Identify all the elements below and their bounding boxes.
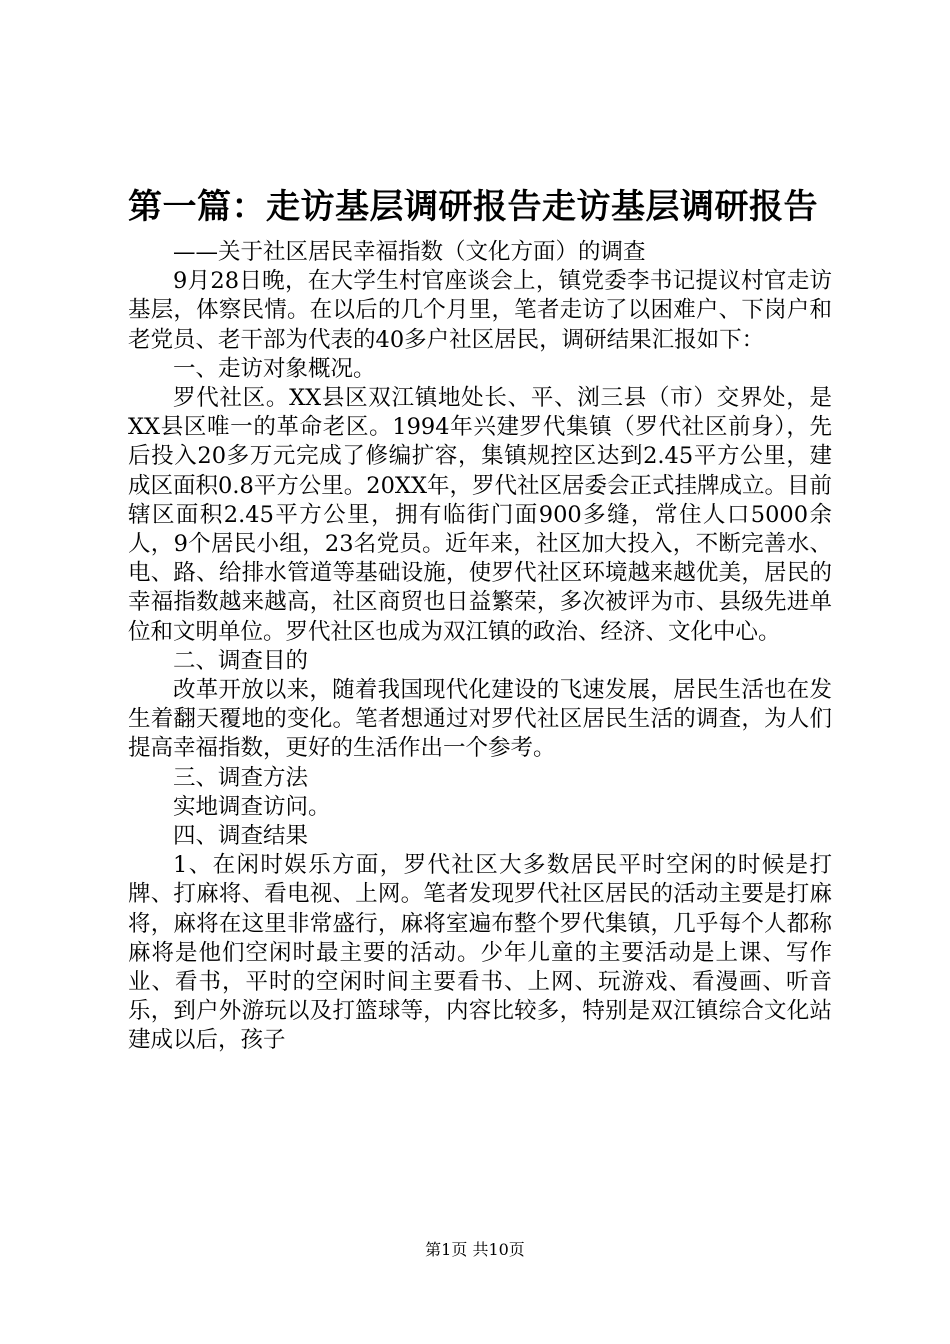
paragraph-intro: 9月28日晚，在大学生村官座谈会上，镇党委李书记提议村官走访基层，体察民情。在以后的几个月里，笔者走访了以困难户、下岗户和老党员、老干部为代表的40多户社区居民，调研结果汇报如下： — [128, 268, 832, 353]
paragraph-results-leisure: 1、在闲时娱乐方面，罗代社区大多数居民平时空闲的时候是打牌、打麻将、看电视、上网。笔者发现罗代社区居民的活动主要是打麻将，麻将在这里非常盛行，麻将室遍布整个罗代集镇，几乎每个人都称麻将是他们空闲时最主要的活动。少年儿童的主要活动是上课、写作业、看书，平时的空闲时间主要看书、上网、玩游戏、看漫画、听音乐，到户外游玩以及打篮球等，内容比较多，特别是双江镇综合文化站建成以后，孩子 — [128, 852, 832, 1054]
section-heading-purpose: 二、调查目的 — [173, 647, 309, 674]
paragraph-purpose: 改革开放以来，随着我国现代化建设的飞速发展，居民生活也在发生着翻天覆地的变化。笔者想通过对罗代社区居民生活的调查，为人们提高幸福指数，更好的生活作出一个参考。 — [128, 677, 832, 762]
section-heading-results: 四、调查结果 — [173, 823, 309, 850]
paragraph-method: 实地调查访问。 — [173, 793, 331, 820]
document-subtitle: ——关于社区居民幸福指数（文化方面）的调查 — [173, 239, 646, 265]
document-title: 第一篇：走访基层调研报告走访基层调研报告 — [128, 187, 818, 227]
section-heading-overview: 一、走访对象概况。 — [173, 355, 376, 382]
paragraph-overview: 罗代社区。XX县区双江镇地处长、平、浏三县（市）交界处，是XX县区唯一的革命老区。1994年兴建罗代集镇（罗代社区前身），先后投入20多万元完成了修编扩容，集镇规控区达到2.45平方公里，建成区面积0.8平方公里。20XX年，罗代社区居委会正式挂牌成立。目前辖区面积2.45平方公里，拥有临街门面900多缝，常住人口5000余人，9个居民小组，23名党员。近年来，社区加大投入，不断完善水、电、路、给排水管道等基础设施，使罗代社区环境越来越优美，居民的幸福指数越来越高，社区商贸也日益繁荣，多次被评为市、县级先进单位和文明单位。罗代社区也成为双江镇的政治、经济、文化中心。 — [128, 385, 832, 645]
page-number-footer: 第1页 共10页 — [425, 1240, 525, 1259]
document-body — [128, 238, 832, 1056]
section-heading-method: 三、调查方法 — [173, 764, 309, 791]
